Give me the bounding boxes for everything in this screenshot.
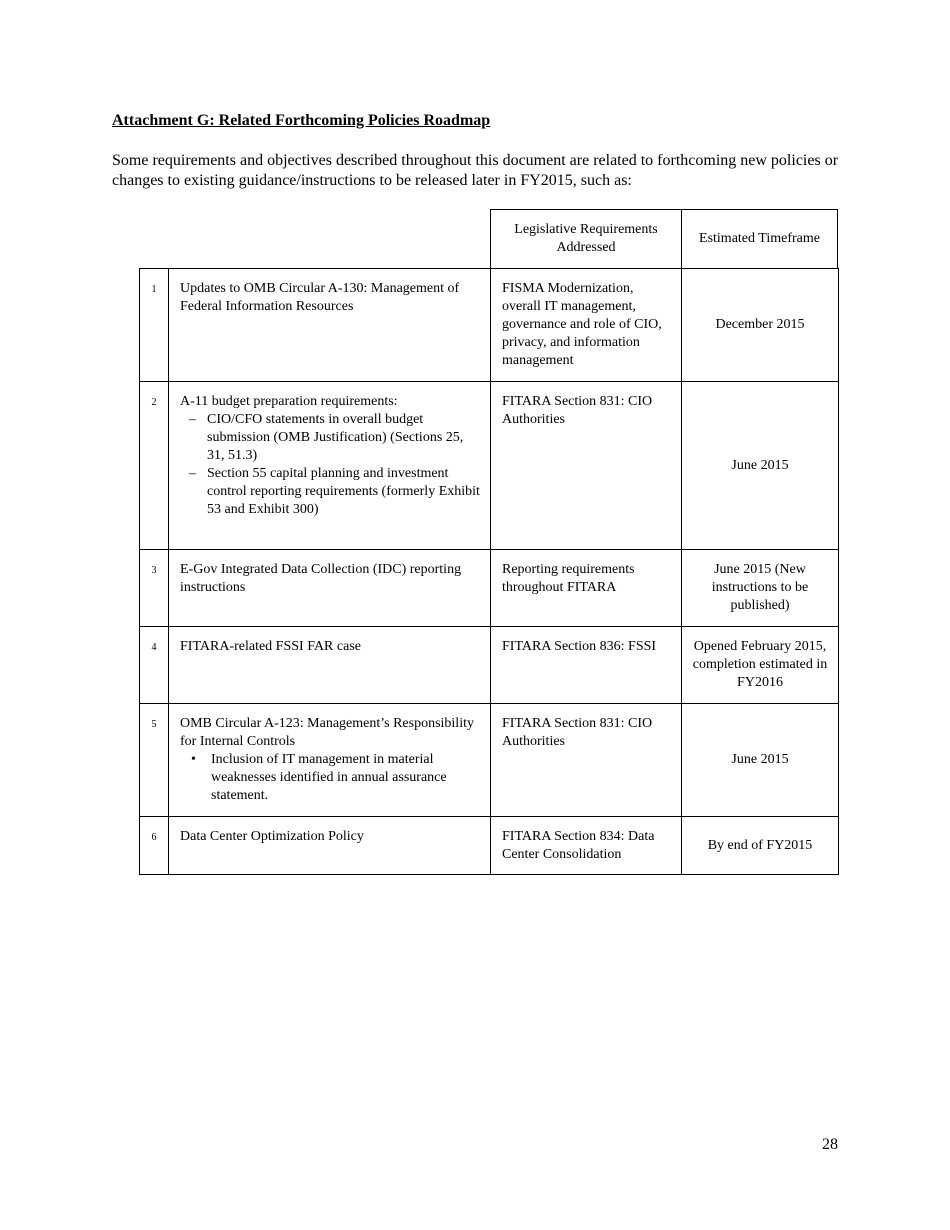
- timeframe-text: June 2015: [731, 457, 789, 473]
- policy-text: Updates to OMB Circular A-130: Management of Federal Information Resources: [180, 281, 460, 314]
- legislative-cell: [491, 269, 682, 382]
- timeframe-text: December 2015: [715, 317, 805, 332]
- legislative-text: FITARA Section 831: CIO Authorities: [502, 716, 653, 749]
- policy-cell: [169, 550, 491, 627]
- legislative-text: FITARA Section 836: FSSI: [502, 639, 657, 654]
- timeframe-cell: [682, 382, 839, 550]
- legislative-cell: [491, 550, 682, 627]
- timeframe-cell: [682, 550, 839, 627]
- row-number-cell: [140, 269, 169, 382]
- table-row: [140, 817, 839, 875]
- row-number: 6: [151, 832, 157, 843]
- table-row: [140, 550, 839, 627]
- timeframe-cell: [682, 704, 839, 817]
- policy-text: Data Center Optimization Policy: [180, 829, 364, 844]
- timeframe-cell: [682, 817, 839, 875]
- header-legislative-label: Legislative Requirements Addressed: [514, 222, 658, 255]
- policy-text: A-11 budget preparation requirements:: [180, 394, 398, 409]
- timeframe-cell: [682, 627, 839, 704]
- policy-sub-list: [180, 751, 480, 805]
- list-item: – Section 55 capital planning and investment control reporting requirements (formerly Exhibit 53 and Exhibit 300): [207, 465, 480, 519]
- table-row: [140, 627, 839, 704]
- table-row: [140, 382, 839, 550]
- policy-cell: [169, 817, 491, 875]
- timeframe-text: Opened February 2015, completion estimated in FY2016: [692, 639, 828, 690]
- row-number-cell: [140, 704, 169, 817]
- intro-paragraph: Some requirements and objectives described throughout this document are related to forthcoming new policies or changes to existing guidance/instructions to be released later in FY2015, such as:: [112, 152, 839, 189]
- header-timeframe-label: Estimated Timeframe: [699, 231, 820, 246]
- policy-text: OMB Circular A-123: Management’s Responsibility for Internal Controls: [180, 716, 474, 749]
- policy-sub-list: [180, 411, 480, 519]
- row-number: 1: [151, 284, 157, 295]
- table-row: [140, 269, 839, 382]
- row-number: 3: [151, 565, 157, 576]
- policy-cell: [169, 269, 491, 382]
- page-number: 28: [822, 1136, 838, 1153]
- timeframe-text: By end of FY2015: [707, 837, 813, 853]
- list-item: • Inclusion of IT management in material weaknesses identified in annual assurance statement.: [211, 751, 480, 805]
- attachment-heading: Attachment G: Related Forthcoming Policies Roadmap: [112, 112, 491, 129]
- policy-cell: [169, 704, 491, 817]
- row-number-cell: [140, 382, 169, 550]
- list-item: – CIO/CFO statements in overall budget submission (OMB Justification) (Sections 25, 31, 51.3): [207, 411, 480, 465]
- table-row: [140, 704, 839, 817]
- legislative-cell: [491, 627, 682, 704]
- row-number-cell: [140, 817, 169, 875]
- legislative-cell: [491, 382, 682, 550]
- header-estimated-timeframe: [681, 209, 838, 269]
- row-number-cell: [140, 550, 169, 627]
- legislative-text: FITARA Section 834: Data Center Consolidation: [502, 829, 655, 862]
- policy-cell: [169, 382, 491, 550]
- timeframe-text: June 2015: [731, 752, 789, 767]
- legislative-text: FISMA Modernization, overall IT management, governance and role of CIO, privacy, and information management: [502, 281, 662, 368]
- legislative-text: FITARA Section 831: CIO Authorities: [502, 394, 653, 427]
- policy-cell: [169, 627, 491, 704]
- timeframe-cell: [682, 269, 839, 382]
- policies-roadmap-table: [139, 268, 839, 875]
- legislative-cell: [491, 817, 682, 875]
- policy-text: FITARA-related FSSI FAR case: [180, 639, 361, 654]
- row-number: 5: [151, 719, 157, 730]
- legislative-text: Reporting requirements throughout FITARA: [502, 562, 635, 595]
- row-number: 4: [151, 642, 157, 653]
- timeframe-text: June 2015 (New instructions to be published): [711, 562, 809, 613]
- row-number-cell: [140, 627, 169, 704]
- header-legislative-requirements: [490, 209, 682, 269]
- legislative-cell: [491, 704, 682, 817]
- row-number: 2: [151, 397, 157, 408]
- policy-text: E-Gov Integrated Data Collection (IDC) reporting instructions: [180, 562, 462, 595]
